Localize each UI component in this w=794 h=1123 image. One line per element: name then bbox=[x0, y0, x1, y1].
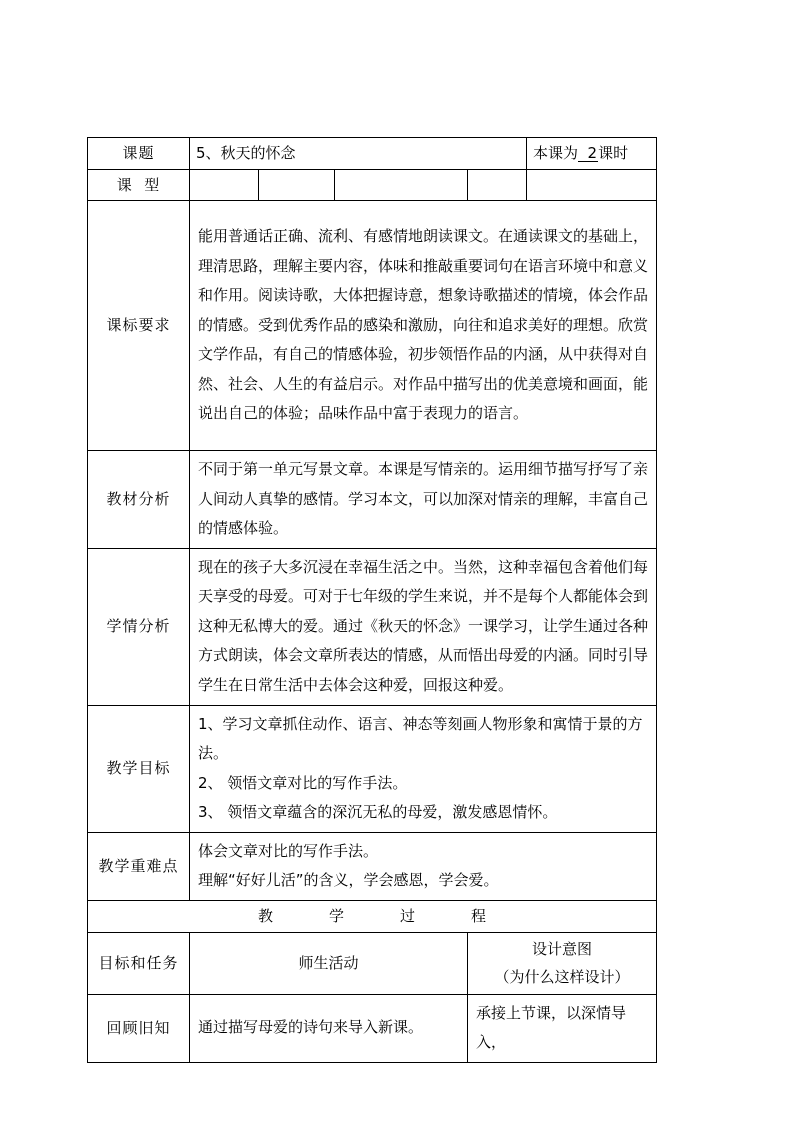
type-cell-1 bbox=[190, 170, 259, 201]
process-goal: 回顾旧知 bbox=[88, 994, 190, 1062]
curriculum-row bbox=[88, 201, 657, 451]
type-row bbox=[88, 170, 657, 201]
process-title-char-2: 学 bbox=[329, 906, 345, 925]
learner-row bbox=[88, 548, 657, 705]
learner-label: 学情分析 bbox=[88, 548, 190, 705]
curriculum-text: 能用普通话正确、流利、有感情地朗读课文。在通读课文的基础上，理清思路，理解主要内容，体味和推敲重要词句在语言环境中和意义和作用。阅读诗歌，大体把握诗意，想象诗歌描述的情境，体会作品的情感。受到优秀作品的感染和激励，向往和追求美好的理想。欣赏文学作品，有自己的情感体验，初步领悟作品的内涵，从中获得对自然、社会、人生的有益启示。对作品中描写出的优美意境和画面，能说出自己的体验；品味作品中富于表现力的语言。 bbox=[190, 201, 657, 451]
process-title-char-3: 过 bbox=[400, 906, 416, 925]
objective-item-1: 1、学习文章抓住动作、语言、神态等刻画人物形象和寓情于景的方法。 bbox=[198, 714, 643, 762]
topic-row bbox=[88, 138, 657, 170]
process-intent: 承接上节课，以深情导入， bbox=[468, 994, 657, 1062]
keypoint-item-2: 理解“好好儿活”的含义，学会感恩，学会爱。 bbox=[198, 871, 499, 889]
col-intent-subtitle: （为什么这样设计） bbox=[494, 968, 630, 986]
col-intent-title: 设计意图 bbox=[532, 940, 593, 958]
type-cell-3 bbox=[335, 170, 468, 201]
topic-value: 5、秋天的怀念 bbox=[190, 138, 527, 170]
process-title bbox=[88, 900, 657, 932]
material-label: 教材分析 bbox=[88, 451, 190, 549]
objective-item-3: 3、 领悟文章蕴含的深沉无私的母爱，激发感恩情怀。 bbox=[198, 803, 558, 821]
type-cell-4 bbox=[468, 170, 527, 201]
curriculum-label: 课标要求 bbox=[88, 201, 190, 451]
col-goal-header: 目标和任务 bbox=[88, 932, 190, 994]
objective-item-2: 2、 领悟文章对比的写作手法。 bbox=[198, 773, 408, 792]
topic-label: 课题 bbox=[88, 138, 190, 170]
period-count: 2 bbox=[578, 145, 598, 162]
objectives-list bbox=[190, 705, 657, 832]
period-prefix: 本课为 bbox=[533, 144, 579, 162]
process-header-row bbox=[88, 932, 657, 994]
type-label: 课 型 bbox=[88, 170, 190, 201]
process-activity: 通过描写母爱的诗句来导入新课。 bbox=[190, 994, 468, 1062]
process-title-row bbox=[88, 900, 657, 932]
keypoints-list bbox=[190, 832, 657, 900]
period-cell bbox=[527, 138, 657, 170]
material-text: 不同于第一单元写景文章。本课是写情亲的。运用细节描写抒写了亲人间动人真挚的感情。学习本文，可以加深对情亲的理解，丰富自己的情感体验。 bbox=[190, 451, 657, 549]
material-row bbox=[88, 451, 657, 549]
objectives-label: 教学目标 bbox=[88, 705, 190, 832]
keypoints-row bbox=[88, 832, 657, 900]
col-intent-header bbox=[468, 932, 657, 994]
keypoint-item-1: 体会文章对比的写作手法。 bbox=[198, 841, 379, 860]
type-cell-2 bbox=[259, 170, 335, 201]
period-suffix: 课时 bbox=[598, 144, 629, 162]
objectives-row bbox=[88, 705, 657, 832]
learner-text: 现在的孩子大多沉浸在幸福生活之中。当然，这种幸福包含着他们每天享受的母爱。可对于七年级的学生来说，并不是每个人都能体会到这种无私博大的爱。通过《秋天的怀念》一课学习，让学生通过各种方式朗读，体会文章所表达的情感，从而悟出母爱的内涵。同时引导学生在日常生活中去体会这种爱，回报这种爱。 bbox=[190, 548, 657, 705]
process-title-char-4: 程 bbox=[471, 906, 487, 925]
process-title-char-1: 教 bbox=[257, 906, 273, 925]
col-activity-header: 师生活动 bbox=[190, 932, 468, 994]
keypoints-label: 教学重难点 bbox=[88, 832, 190, 900]
lesson-plan-table bbox=[87, 137, 657, 1063]
process-row bbox=[88, 994, 657, 1062]
type-cell-5 bbox=[527, 170, 657, 201]
